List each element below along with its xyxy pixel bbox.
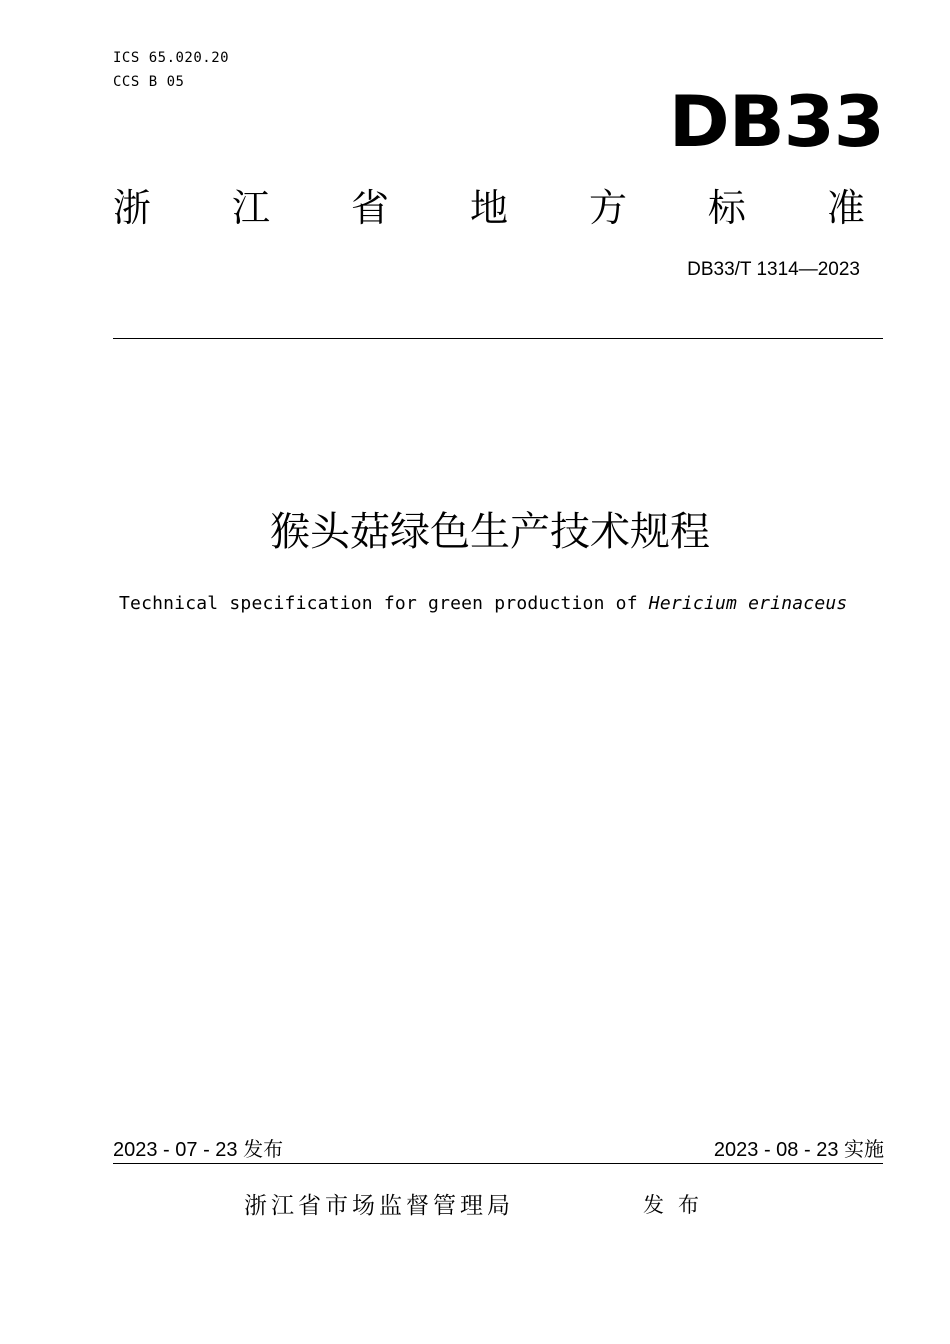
issue-label: 发布 xyxy=(243,1139,284,1161)
ccs-code: CCS B 05 xyxy=(113,74,185,90)
header-divider xyxy=(113,338,883,339)
publish-label: 发布 xyxy=(643,1193,713,1217)
title-char: 方 xyxy=(588,186,627,230)
title-char: 准 xyxy=(826,186,865,230)
ics-code: ICS 65.020.20 xyxy=(113,50,230,66)
title-char: 标 xyxy=(707,186,746,230)
title-char: 地 xyxy=(469,186,508,230)
standard-category-title xyxy=(113,183,865,233)
publisher-name: 浙江省市场监督管理局 xyxy=(244,1193,514,1219)
implement-date: 2023 - 08 - 23 xyxy=(713,1139,839,1161)
footer-divider xyxy=(113,1163,883,1164)
title-char: 江 xyxy=(231,186,270,230)
implement-label: 实施 xyxy=(844,1139,884,1161)
title-char: 浙 xyxy=(113,186,152,230)
scientific-name: Hericium erinaceus xyxy=(648,593,848,614)
issue-date-line xyxy=(113,1137,283,1163)
title-char: 省 xyxy=(350,186,389,230)
document-title-chinese: 猴头菇绿色生产技术规程 xyxy=(270,509,710,555)
issue-date: 2023 - 07 - 23 xyxy=(113,1139,238,1161)
db33-logo: DB33 xyxy=(668,81,884,163)
standard-number: DB33/T 1314—2023 xyxy=(687,259,860,280)
english-title-text: Technical specification for green production of xyxy=(119,593,649,614)
implement-date-line xyxy=(714,1137,884,1163)
document-title-english xyxy=(119,592,847,616)
